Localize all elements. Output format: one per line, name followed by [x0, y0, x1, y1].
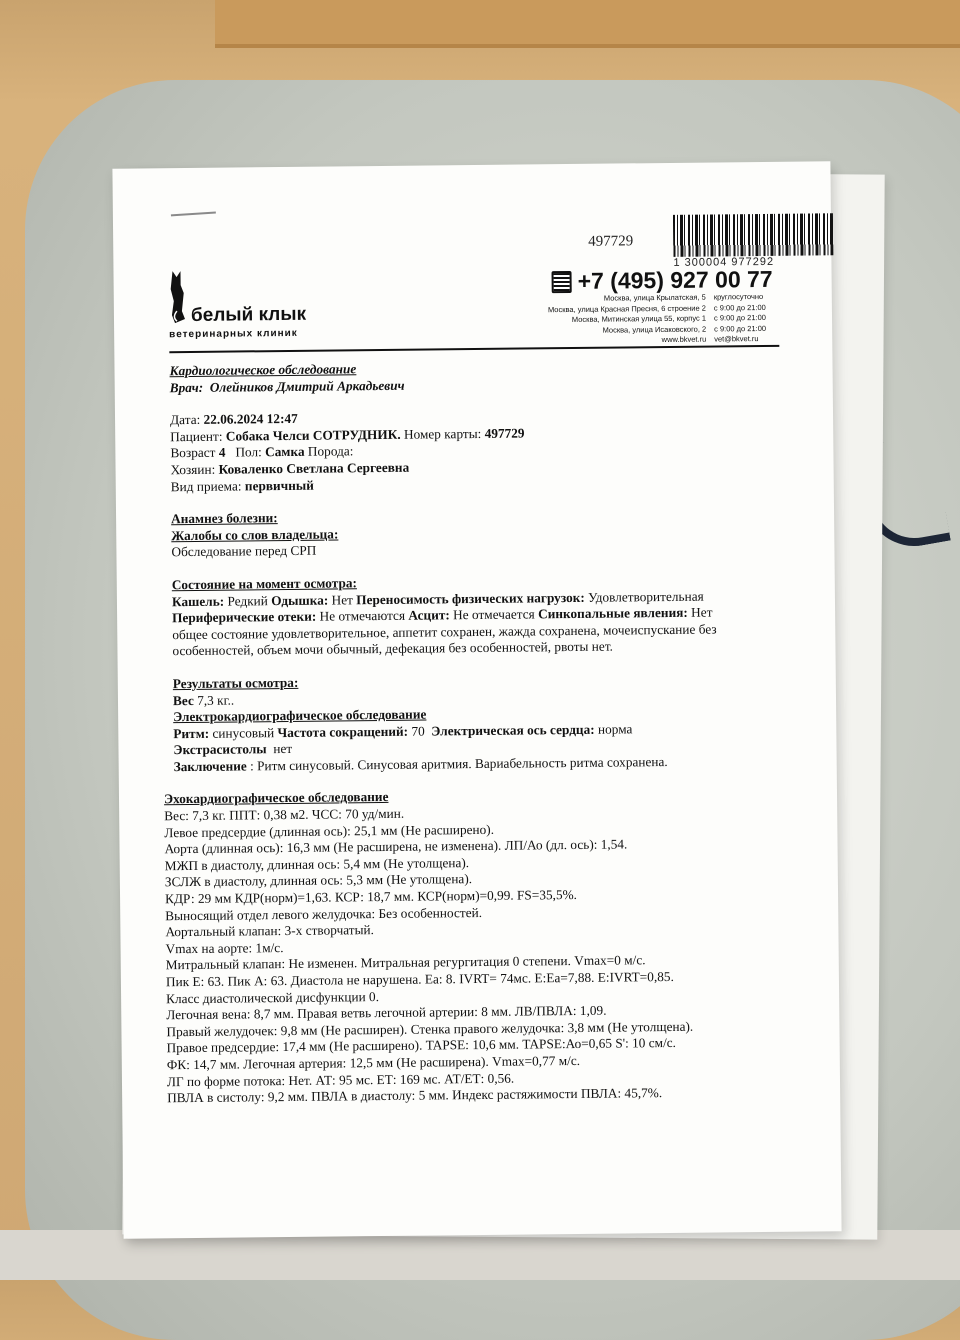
breed-label: Порода:: [307, 443, 354, 460]
age-label: Возраст: [170, 445, 216, 461]
complaints-heading: Жалобы со слов владельца:: [171, 526, 339, 543]
extrasystole-label: Экстрасистолы: [173, 741, 267, 758]
address-row: Москва, Митинская улица 55, корпус 1 с 9:00 до 21:00: [571, 312, 766, 324]
echo-line: ПВЛА в систолу: 9,2 мм. ПВЛА в диастолу: 5 мм. Индекс растяжимости ПВЛА: 45,7%.: [167, 1085, 663, 1106]
axis-label: Электрическая ось сердца:: [431, 721, 595, 739]
doctor-label: Врач:: [169, 379, 204, 395]
sex-label: Пол:: [235, 444, 262, 460]
echo-line: Vmax на аорте: 1м/с.: [165, 939, 284, 957]
axis-value: норма: [597, 721, 633, 737]
echo-line: Легочная вена: 8,7 мм. Правая ветвь легочной артерии: 8 мм. ЛВ/ПВЛА: 1,09.: [166, 1002, 607, 1023]
ascites-value: Не отмечается: [453, 606, 535, 623]
patient-sex: Самка: [265, 444, 305, 460]
phone-number: +7 (495) 927 00 77: [577, 265, 773, 294]
echo-line: Вес: 7,3 кг. ППТ: 0,38 м2. ЧСС: 70 уд/мин.: [164, 805, 405, 824]
clinic-name: белый клык: [190, 303, 307, 326]
tolerance-label: Переносимость физических нагрузок:: [356, 589, 585, 607]
patient-name: Собака Челси СОТРУДНИК.: [225, 426, 401, 444]
visit-type: первичный: [244, 477, 314, 493]
dyspnea-label: Одышка:: [271, 592, 329, 608]
syncope-label: Синкопальные явления:: [537, 604, 688, 622]
header-divider: [169, 345, 779, 353]
card-label: Номер карты:: [403, 425, 482, 442]
visit-label: Вид приема:: [170, 478, 242, 494]
barcode: [673, 213, 833, 257]
rhythm-value: синусовый: [212, 724, 275, 741]
rhythm-label: Ритм:: [173, 725, 210, 741]
weight-value: 7,3 кг..: [197, 692, 235, 708]
echo-heading: Эхокардиографическое обследование: [163, 789, 389, 807]
echo-line: ФК: 14,7 мм. Легочная артерия: 12,5 мм (Не расширена). Vmax=0,77 м/с.: [166, 1052, 581, 1073]
patient-age: 4: [218, 444, 226, 461]
echo-line: Выносящий отдел левого желудочка: Без особенностей.: [165, 904, 483, 923]
cough-value: Редкий: [227, 592, 268, 609]
address-row: www.bkvet.ru vet@bkvet.ru: [661, 334, 759, 345]
clinic-logo: [168, 270, 329, 342]
clinic-phone: [551, 266, 772, 295]
extrasystole-value: нет: [273, 741, 293, 757]
echo-line: КДР: 29 мм КДР(норм)=1,63. КСР: 18,7 мм. КСР(норм)=0,99. FS=35,5%.: [164, 886, 578, 907]
staple-mark: [171, 212, 216, 217]
syncope-value: Нет: [691, 604, 713, 620]
exam-title: Кардиологическое обследование: [169, 361, 357, 379]
exam-date: 22.06.2024 12:47: [203, 411, 298, 428]
echo-line: Класс диастолической дисфункции 0.: [166, 988, 380, 1006]
clinic-subtitle: ветеринарных клиник: [169, 327, 298, 341]
table-surface: [215, 0, 960, 48]
results-heading: Результаты осмотра:: [172, 674, 299, 692]
medical-report-page: [112, 161, 841, 1238]
ecg-heading: Электрокардиографическое обследование: [173, 706, 427, 725]
tolerance-value: Удовлетворительная: [588, 588, 704, 605]
echo-line: Левое предсердие (длинная ось): 25,1 мм (Не расширено).: [164, 821, 495, 840]
edema-label: Периферические отеки:: [172, 608, 317, 626]
address-row: Москва, улица Красная Пресня, 6 строение 2 с 9:00 до 21:00: [547, 302, 766, 314]
complaints-text: Обследование перед СРП: [171, 543, 317, 560]
general-state-text-2: особенностей, объем мочи обычный, дефекация без особенностей, рвоты нет.: [172, 638, 613, 659]
echo-line: Аортальный клапан: 3-х створчатый.: [165, 922, 375, 940]
card-number: 497729: [484, 425, 525, 441]
echo-line: МЖП в диастолу, длинная ось: 5,4 мм (Не утолщена).: [164, 854, 470, 874]
phone-icon: [552, 270, 572, 292]
barcode-digits: 1 300004 977292: [673, 255, 775, 269]
conclusion-text: : Ритм синусовый. Синусовая аритмия. Вариабельность ритма сохранена.: [250, 753, 668, 774]
ascites-label: Асцит:: [408, 607, 450, 623]
dyspnea-value: Нет: [331, 591, 353, 608]
dog-logo-icon: [168, 271, 187, 323]
cough-label: Кашель:: [171, 593, 225, 609]
owner-label: Хозяин:: [170, 461, 216, 478]
rate-value: 70: [411, 723, 425, 739]
rate-label: Частота сокращений:: [277, 723, 409, 740]
doctor-name: Олейников Дмитрий Аркадьевич: [209, 377, 405, 395]
address-row: Москва, улица Исаковского, 2 с 9:00 до 21:00: [602, 323, 767, 335]
echo-line: ЛГ по форме потока: Нет. АТ: 95 мс. ЕТ: 169 мс. АТ/ЕТ: 0,56.: [166, 1070, 515, 1089]
report-body: [163, 357, 797, 1107]
echo-line: ЗСЛЖ в диастолу, длинная ось: 5,3 мм (Не утолщена).: [164, 871, 473, 890]
weight-label: Вес: [172, 692, 194, 708]
address-row: Москва, улица Крылатская, 5 круглосуточно: [603, 291, 764, 303]
card-number-top: 497729: [588, 233, 634, 250]
date-label: Дата:: [169, 412, 201, 428]
edema-value: Не отмечаются: [319, 607, 406, 624]
state-heading: Состояние на момент осмотра:: [171, 575, 357, 593]
patient-label: Пациент:: [170, 428, 223, 444]
anamnesis-heading: Анамнез болезни:: [171, 510, 278, 527]
echo-line: Аорта (длинная ось): 16,3 мм (Не расширена, не изменена). ЛП/Ао (дл. ось): 1,54.: [164, 836, 628, 857]
echo-section: [163, 785, 797, 1107]
echo-line: Митральный клапан: Не изменен. Митральная регургитация 0 степени. Vmax=0 м/с.: [165, 952, 646, 973]
echo-line: Пик Е: 63. Пик А: 63. Диастола не нарушена. Еа: 8. IVRT= 74мс. Е:Еа=7,88. Е:IVRT=0,85.: [165, 968, 674, 990]
owner-name: Коваленко Светлана Сергеевна: [218, 459, 410, 477]
clinic-addresses: [544, 292, 777, 347]
conclusion-label: Заключение: [173, 758, 247, 775]
general-state-text: общее состояние удовлетворительное, аппетит сохранен, жажда сохранена, мочеиспускание без: [172, 621, 717, 642]
echo-line: Правый желудочек: 9,8 мм (Не расширен). Стенка правого желудочка: 3,8 мм (Не утолщена).: [166, 1018, 694, 1040]
echo-line: Правое предсердие: 17,4 мм (Не расширено). TAPSE: 10,6 мм. TAPSE:Ао=0,65 S': 10 см/с.: [166, 1035, 677, 1056]
